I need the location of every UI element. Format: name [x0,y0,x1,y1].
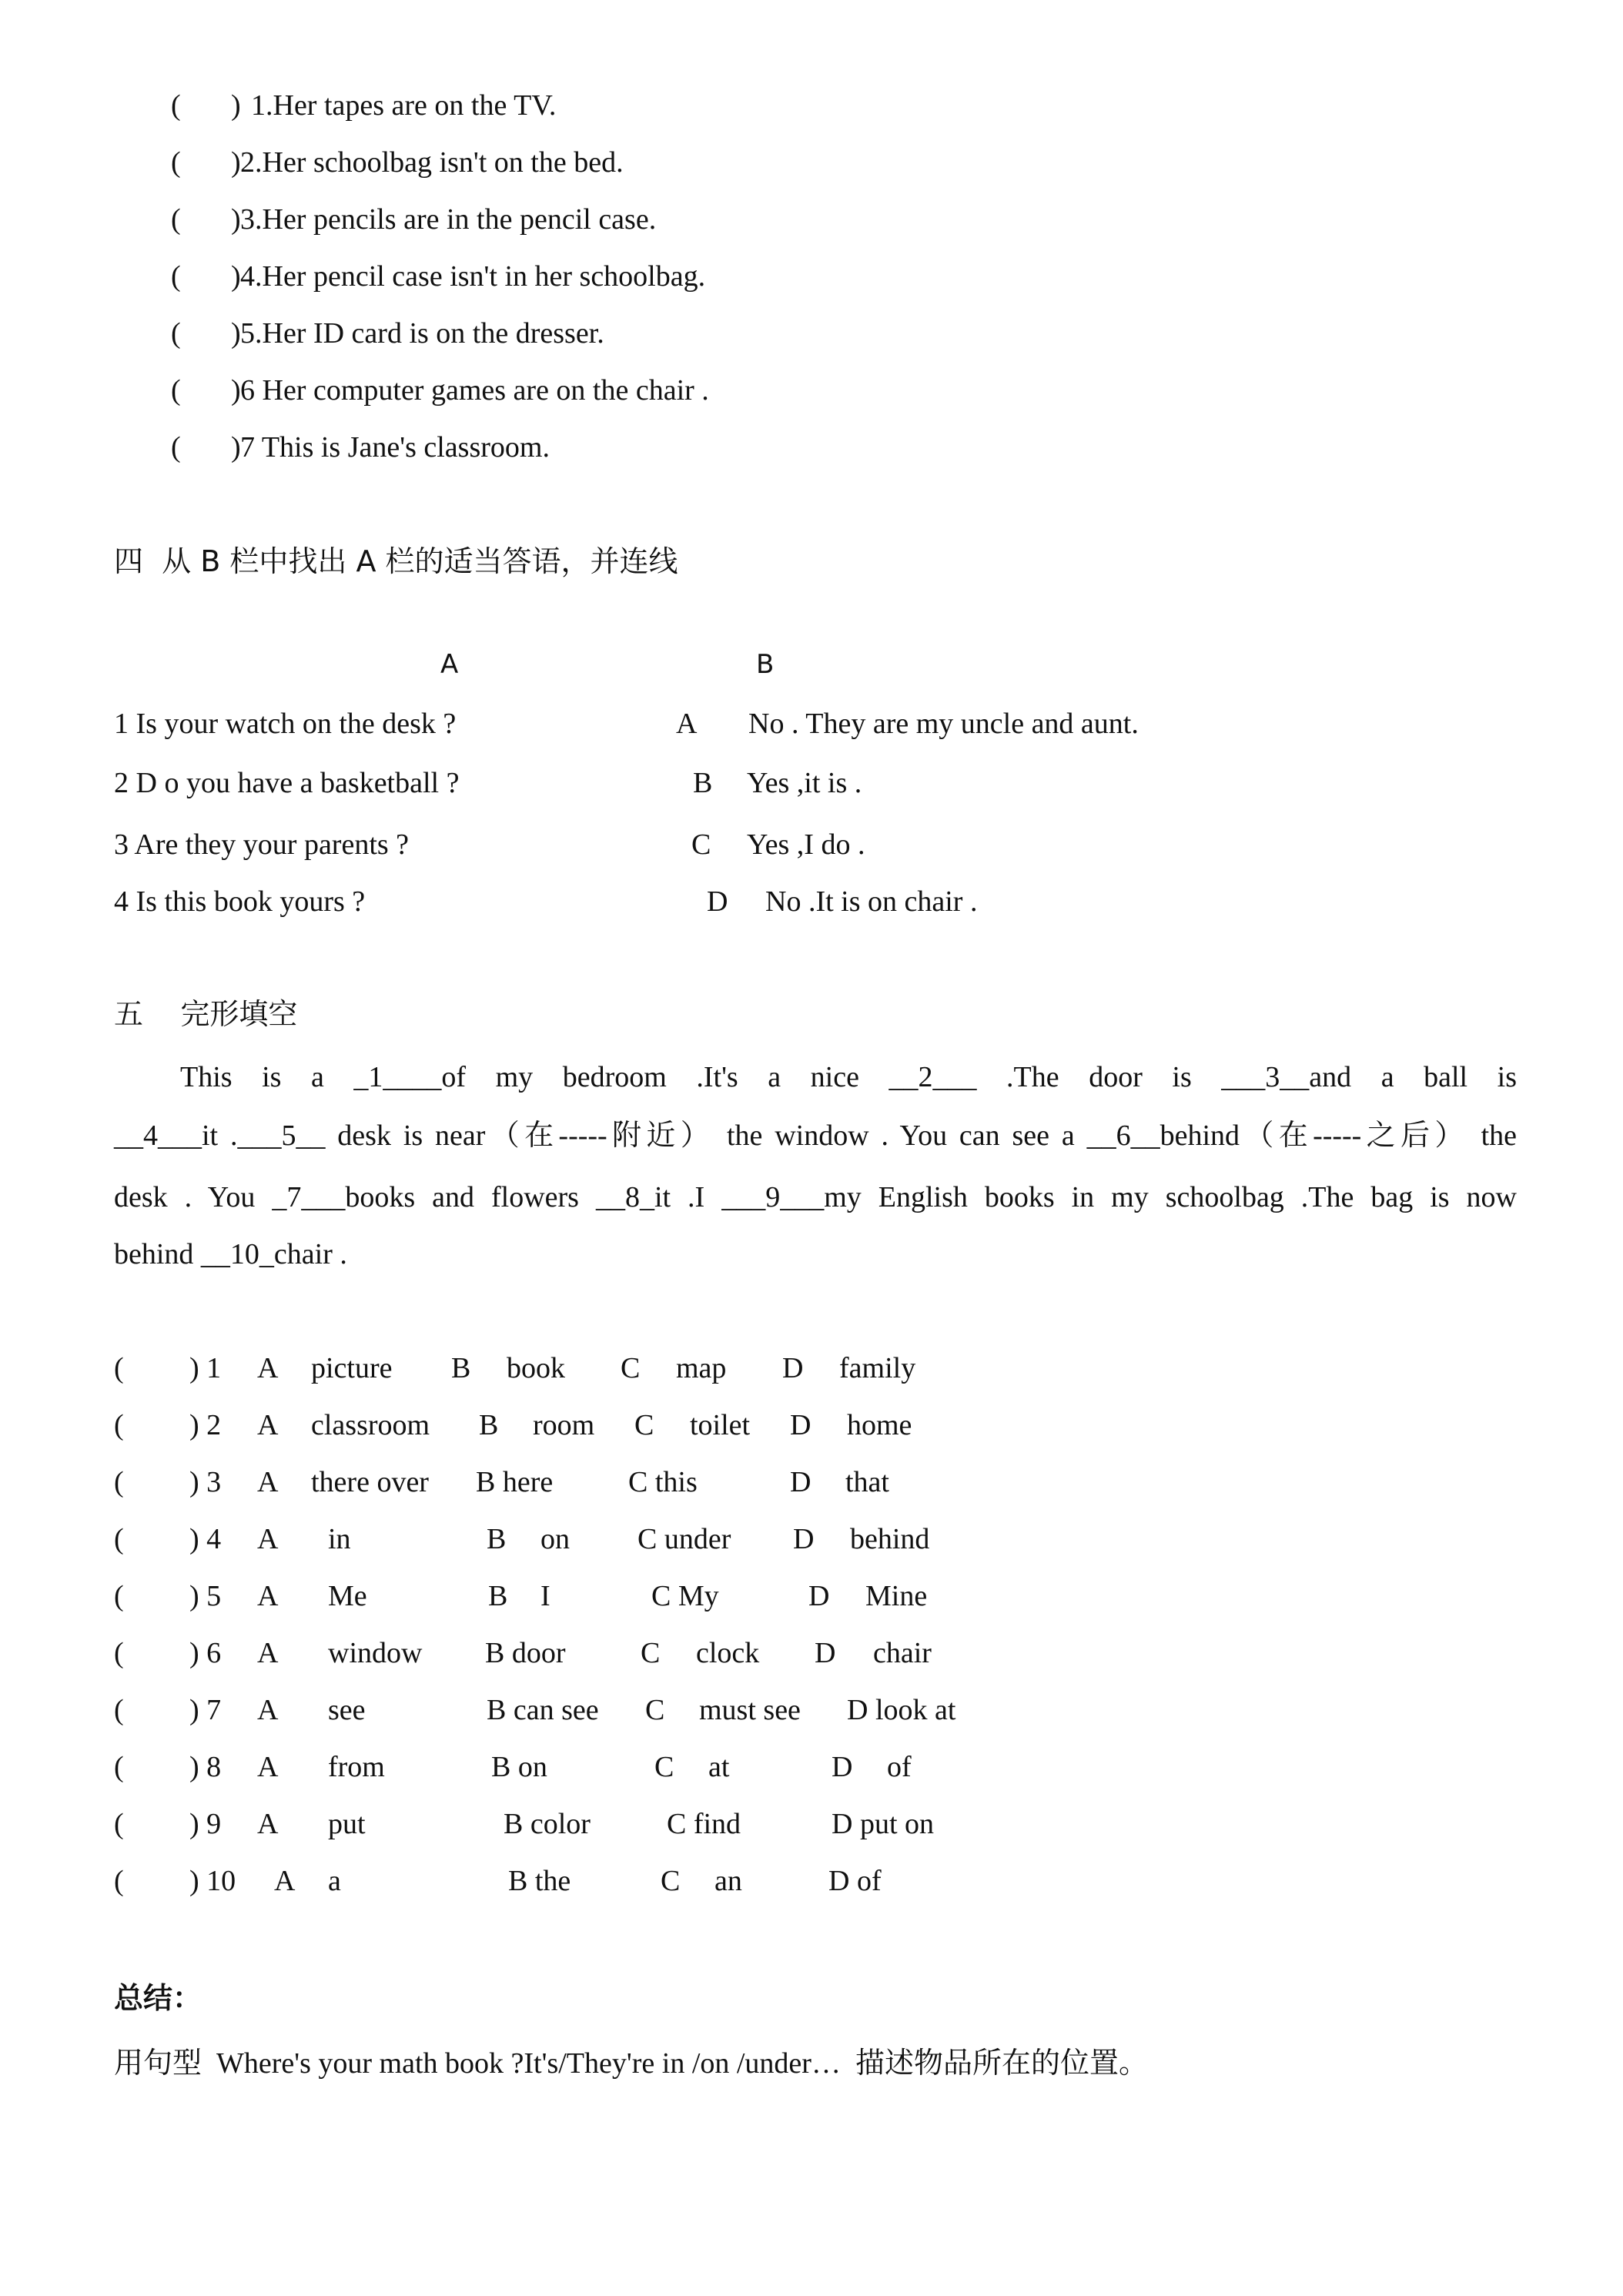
option-c-text: map [676,1352,727,1384]
match-answer-letter: C [691,828,711,861]
option-b: B on [491,1751,547,1783]
summary-pattern: Where's your math book ?It's/They're in /on /under… [216,2047,841,2080]
option-d-letter: D [815,1637,836,1669]
answer-paren-close: ) [231,317,241,350]
tf-statement: 4.Her pencil case isn't in her schoolbag. [240,260,706,293]
option-a-letter: A [257,1409,279,1441]
option-a-letter: A [257,1637,279,1669]
tf-statement: 6 Her computer games are on the chair . [240,374,709,407]
question-number: ) 7 [189,1694,222,1726]
option-d-text: of [887,1751,912,1783]
option-c-letter: C [661,1865,681,1897]
answer-paren-open: ( [114,1751,124,1783]
option-c: C find [667,1808,741,1840]
tf-statement: 5.Her ID card is on the dresser. [240,317,604,350]
option-d: D put on [832,1808,934,1840]
option-c-letter: C [645,1694,665,1726]
question-number: ) 2 [189,1409,222,1441]
answer-paren-open: ( [171,203,181,236]
option-d-letter: D [832,1751,853,1783]
question-number: ) 6 [189,1637,222,1669]
answer-paren-close: ) [231,260,241,293]
answer-paren-open: ( [114,1466,124,1498]
option-c-letter: C [654,1751,674,1783]
answer-paren-open: ( [114,1352,124,1384]
match-question: 3 Are they your parents ? [114,828,410,861]
answer-paren-close: ) [231,431,241,464]
answer-paren-open: ( [114,1637,124,1669]
option-a-letter: A [257,1808,279,1840]
option-a-text: see [328,1694,366,1726]
option-a-text: put [328,1808,366,1840]
option-d: D look at [847,1694,956,1726]
question-number: ) 4 [189,1523,222,1555]
option-d-text: home [847,1409,912,1441]
tf-statement: 1.Her tapes are on the TV. [251,89,557,122]
option-d-letter: D [793,1523,815,1555]
option-d-text: family [839,1352,916,1384]
match-question: 4 Is this book yours ? [114,885,366,918]
tf-statement: 2.Her schoolbag isn't on the bed. [240,146,624,179]
option-b-letter: B [487,1523,507,1555]
option-d-text: Mine [865,1580,928,1612]
option-d-letter: D [782,1352,804,1384]
option-b-text: I [540,1580,550,1612]
answer-paren-close: ) [231,89,241,122]
cloze-passage-line: __4___it .___5__ desk is near（在-----附近） the window . You can see a __6__behind（在-----之后） the [114,1120,1517,1152]
option-d: D of [828,1865,882,1897]
option-a-text: from [328,1751,385,1783]
answer-paren-close: ) [231,203,241,236]
section5-heading: 五 完形填空 [114,997,298,1031]
question-number: ) 1 [189,1352,222,1384]
answer-paren-open: ( [171,89,181,122]
question-number: ) 10 [189,1865,236,1897]
match-question: 1 Is your watch on the desk ? [114,708,457,740]
match-answer-letter: A [676,708,698,740]
option-a-text: picture [311,1352,393,1384]
cloze-passage-line: desk . You _7___books and flowers __8_it .I ___9___my English books in my schoolbag .The bag is now [114,1181,1517,1213]
option-d-letter: D [790,1409,812,1441]
answer-paren-open: ( [114,1865,124,1897]
option-b-letter: B [488,1580,508,1612]
option-c-text: at [708,1751,730,1783]
match-answer-letter: D [707,885,728,918]
match-answer: No . They are my uncle and aunt. [748,708,1139,740]
option-a-text: a [328,1865,341,1897]
option-c-letter: C [641,1637,661,1669]
option-a-letter: A [257,1751,279,1783]
option-a-text: there over [311,1466,429,1498]
answer-paren-open: ( [114,1409,124,1441]
option-c-text: must see [699,1694,801,1726]
option-c-text: an [714,1865,742,1897]
option-b: B color [504,1808,591,1840]
option-c: C this [628,1466,698,1498]
question-number: ) 8 [189,1751,222,1783]
answer-paren-open: ( [114,1580,124,1612]
option-b-text: on [540,1523,570,1555]
answer-paren-close: ) [231,146,241,179]
match-answer: No .It is on chair . [765,885,978,918]
option-a-text: classroom [311,1409,430,1441]
option-b: B the [508,1865,571,1897]
answer-paren-open: ( [171,431,181,464]
question-number: ) 3 [189,1466,222,1498]
option-c-letter: C [634,1409,654,1441]
option-a-text: Me [328,1580,367,1612]
option-b: B door [485,1637,566,1669]
answer-paren-open: ( [171,260,181,293]
tf-statement: 3.Her pencils are in the pencil case. [240,203,657,236]
option-d-text: that [845,1466,889,1498]
match-answer: Yes ,I do . [747,828,865,861]
answer-paren-open: ( [171,317,181,350]
option-a-letter: A [257,1352,279,1384]
option-a-text: in [328,1523,351,1555]
option-b-letter: B [479,1409,499,1441]
option-d-text: chair [873,1637,932,1669]
option-a-letter: A [257,1466,279,1498]
answer-paren-open: ( [114,1523,124,1555]
column-b-label: B [756,649,775,680]
option-c: C under [637,1523,731,1555]
option-b: B here [476,1466,554,1498]
answer-paren-open: ( [171,374,181,407]
option-c: C My [651,1580,719,1612]
option-c-text: clock [696,1637,760,1669]
answer-paren-open: ( [114,1808,124,1840]
option-c-letter: C [621,1352,641,1384]
option-b-letter: B [451,1352,471,1384]
option-a-letter: A [274,1865,296,1897]
answer-paren-open: ( [171,146,181,179]
summary-heading: 总结： [114,1981,202,2015]
option-a-text: window [328,1637,423,1669]
answer-paren-open: ( [114,1694,124,1726]
option-d-letter: D [808,1580,830,1612]
option-b-text: book [507,1352,565,1384]
question-number: ) 9 [189,1808,222,1840]
section4-heading: 四 从 B 栏中找出 A 栏的适当答语，并连线 [114,544,678,578]
summary-line [114,2045,1148,2081]
answer-paren-close: ) [231,374,241,407]
option-a-letter: A [257,1694,279,1726]
option-b: B can see [487,1694,599,1726]
tf-statement: 7 This is Jane's classroom. [240,431,550,464]
match-question: 2 D o you have a basketball ? [114,767,460,799]
cloze-passage-line: This is a _1____of my bedroom .It's a nice __2___ .The door is ___3__and a ball is [180,1061,1517,1093]
match-answer-letter: B [693,767,713,799]
option-c-text: toilet [690,1409,751,1441]
option-b-text: room [533,1409,595,1441]
match-answer: Yes ,it is . [747,767,862,799]
option-a-letter: A [257,1580,279,1612]
summary-zh-suffix: 描述物品所在的位置。 [855,2046,1148,2080]
cloze-passage-line: behind __10_chair . [114,1238,347,1270]
summary-zh-prefix: 用句型 [114,2046,202,2080]
option-d-letter: D [790,1466,812,1498]
column-a-label: A [440,649,459,680]
question-number: ) 5 [189,1580,222,1612]
option-d-text: behind [850,1523,930,1555]
option-a-letter: A [257,1523,279,1555]
